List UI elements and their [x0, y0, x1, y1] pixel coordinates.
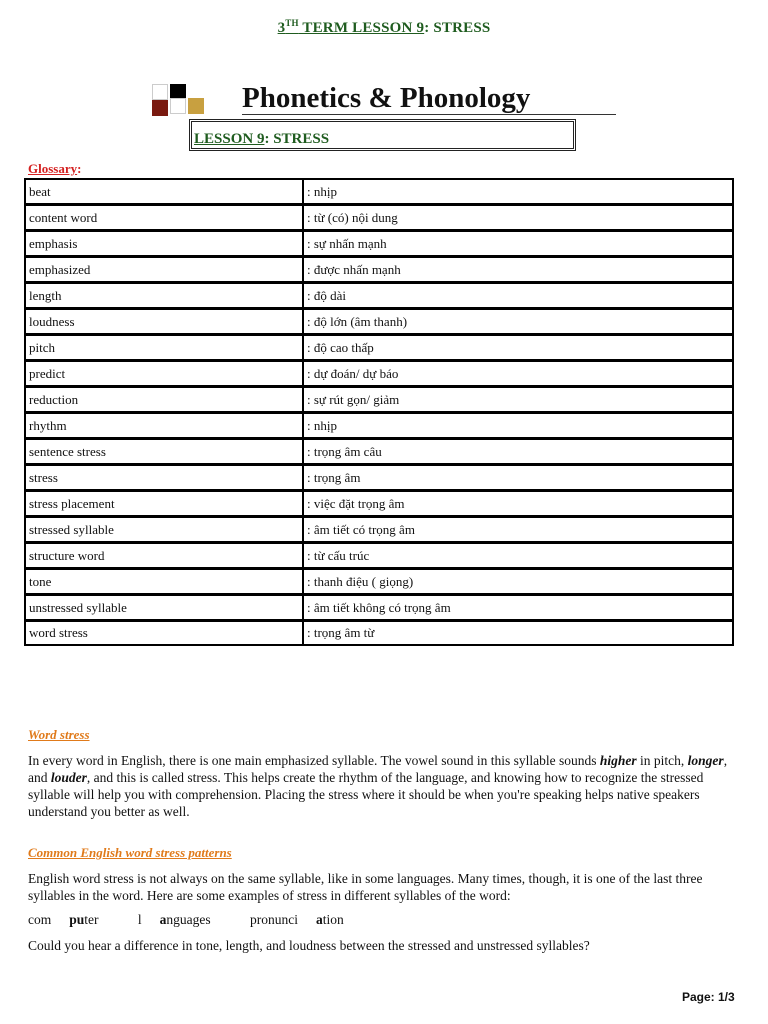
glossary-table	[24, 178, 734, 646]
glossary-definition: : độ lớn (âm thanh)	[303, 308, 734, 334]
page-title: Phonetics & Phonology	[242, 82, 531, 114]
table-row	[24, 308, 734, 334]
term-header	[0, 18, 768, 37]
word-stress-heading: Word stress	[28, 727, 90, 742]
glossary-definition: : độ dài	[303, 282, 734, 308]
table-row	[24, 230, 734, 256]
glossary-term: loudness	[24, 308, 303, 334]
glossary-definition: : trọng âm từ	[303, 620, 734, 646]
lesson-title	[194, 131, 329, 148]
glossary-term: word stress	[24, 620, 303, 646]
example-pronunciation: pronunci ation	[250, 912, 344, 927]
page-number: Page: 1/3	[682, 990, 735, 1004]
glossary-term: unstressed syllable	[24, 594, 303, 620]
table-row	[24, 594, 734, 620]
glossary-definition: : trọng âm	[303, 464, 734, 490]
glossary-heading: Glossary:	[28, 161, 82, 176]
table-row	[24, 412, 734, 438]
table-row	[24, 464, 734, 490]
glossary-term: stress	[24, 464, 303, 490]
title-underline	[242, 114, 616, 115]
glossary-definition: : từ (có) nội dung	[303, 204, 734, 230]
patterns-heading: Common English word stress patterns	[28, 845, 232, 860]
glossary-definition: : dự đoán/ dự báo	[303, 360, 734, 386]
glossary-term: predict	[24, 360, 303, 386]
term-suffix: : STRESS	[424, 20, 491, 36]
table-row	[24, 334, 734, 360]
glossary-definition: : nhịp	[303, 412, 734, 438]
table-row	[24, 204, 734, 230]
glossary-definition: : âm tiết không có trọng âm	[303, 594, 734, 620]
table-row	[24, 256, 734, 282]
word-stress-paragraph: In every word in English, there is one main emphasized syllable. The vowel sound in this syllable sounds higher in pitch, longer, and louder, and this is called stress. This helps create the rhythm of the language, and knowing how to recognize the stressed syllable will help you with comprehension. Placing the stress where it should be when you're speaking helps native speakers understand you better as well.	[28, 753, 728, 819]
logo-icon	[152, 84, 206, 116]
patterns-paragraph: English word stress is not always on the same syllable, like in some languages. Many times, though, it is one of the last three syllables in the word. Here are some examples of stress in different syllables of the word:	[28, 871, 703, 903]
glossary-definition: : âm tiết có trọng âm	[303, 516, 734, 542]
table-row	[24, 620, 734, 646]
glossary-term: emphasized	[24, 256, 303, 282]
glossary-definition: : từ cấu trúc	[303, 542, 734, 568]
table-row	[24, 568, 734, 594]
glossary-term: stress placement	[24, 490, 303, 516]
term-superscript: TH	[285, 18, 299, 28]
example-computer: com puter	[28, 912, 99, 927]
table-row	[24, 282, 734, 308]
glossary-term: content word	[24, 204, 303, 230]
table-row	[24, 490, 734, 516]
glossary-term: rhythm	[24, 412, 303, 438]
glossary-term: length	[24, 282, 303, 308]
lesson-box	[189, 119, 576, 151]
glossary-definition: : trọng âm câu	[303, 438, 734, 464]
glossary-term: beat	[24, 178, 303, 204]
glossary-definition: : được nhấn mạnh	[303, 256, 734, 282]
stress-examples	[28, 912, 380, 928]
glossary-term: stressed syllable	[24, 516, 303, 542]
glossary-term: reduction	[24, 386, 303, 412]
glossary-definition: : thanh điệu ( giọng)	[303, 568, 734, 594]
table-row	[24, 516, 734, 542]
glossary-definition: : sự nhấn mạnh	[303, 230, 734, 256]
glossary-term: structure word	[24, 542, 303, 568]
glossary-term: sentence stress	[24, 438, 303, 464]
glossary-definition: : nhịp	[303, 178, 734, 204]
glossary-term: pitch	[24, 334, 303, 360]
glossary-definition: : sự rút gọn/ giảm	[303, 386, 734, 412]
table-row	[24, 542, 734, 568]
glossary-term: emphasis	[24, 230, 303, 256]
table-row	[24, 178, 734, 204]
table-row	[24, 386, 734, 412]
table-row	[24, 438, 734, 464]
glossary-definition: : việc đặt trọng âm	[303, 490, 734, 516]
question-paragraph: Could you hear a difference in tone, length, and loudness between the stressed and unstressed syllables?	[28, 938, 590, 953]
example-languages: l anguages	[137, 912, 211, 927]
lesson-suffix: : STRESS	[264, 131, 330, 147]
glossary-definition: : độ cao thấp	[303, 334, 734, 360]
table-row	[24, 360, 734, 386]
term-number: 3	[277, 20, 286, 36]
lesson-label: LESSON 9	[194, 131, 265, 147]
glossary-term: tone	[24, 568, 303, 594]
term-rest: TERM LESSON 9	[298, 20, 425, 36]
